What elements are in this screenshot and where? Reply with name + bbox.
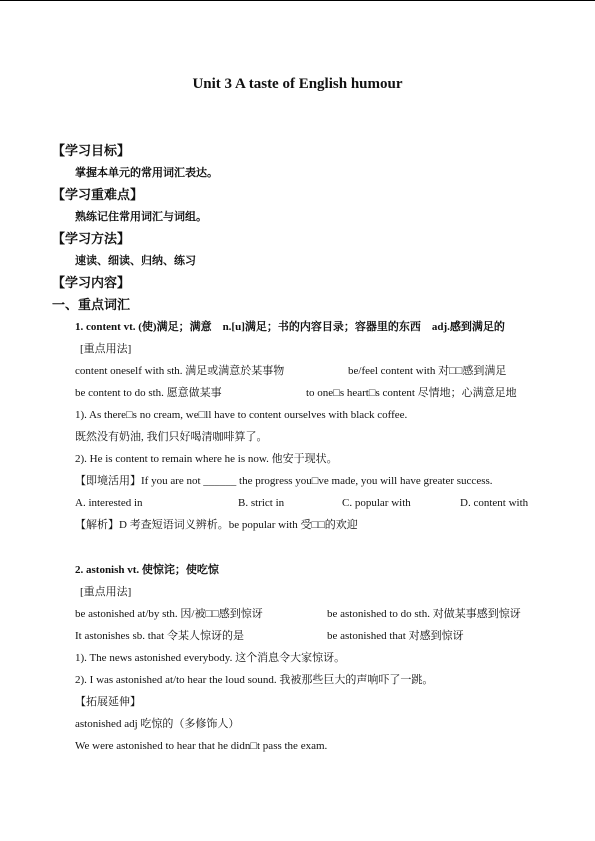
entry2-example-1: 1). The news astonished everybody. 这个消息令大家惊讶。 bbox=[75, 652, 346, 664]
entry2-example-2: 2). I was astonished at/to hear the loud sound. 我被那些巨大的声响吓了一跳。 bbox=[75, 674, 434, 686]
option-d: D. content with bbox=[460, 497, 529, 509]
option-b: B. strict in bbox=[238, 497, 285, 509]
methods-text: 速读、细读、归纳、练习 bbox=[75, 255, 196, 267]
entry1-example-1-cn: 既然没有奶油, 我们只好喝清咖啡算了。 bbox=[75, 431, 268, 443]
entry2-extension: 【拓展延伸】 bbox=[75, 696, 141, 708]
key-points-heading: 【学习重难点】 bbox=[52, 187, 144, 202]
entry1-practice: 【即境活用】If you are not ______ the progress you□ve made, you will have greater success. bbox=[75, 475, 493, 487]
entry1-example-2: 2). He is content to remain where he is now. 他安于现状。 bbox=[75, 453, 338, 465]
entry1-heading: 1. content vt. (使)满足；满意 n.[u]满足；书的内容目录；容器里的东西 adj.感到满足的 bbox=[75, 321, 505, 333]
option-c: C. popular with bbox=[342, 497, 411, 509]
entry2-heading: 2. astonish vt. 使惊诧；使吃惊 bbox=[75, 564, 219, 576]
entry1-phrase-1b: be/feel content with 对□□感到满足 bbox=[348, 365, 507, 377]
entry1-example-1: 1). As there□s no cream, we□ll have to content ourselves with black coffee. bbox=[75, 409, 408, 421]
entry2-phrase-2b: be astonished that 对感到惊讶 bbox=[327, 630, 464, 642]
goals-text: 掌握本单元的常用词汇表达。 bbox=[75, 167, 218, 179]
entry1-phrase-1a: content oneself with sth. 满足或满意於某事物 bbox=[75, 365, 285, 377]
entry1-usage-label: [重点用法] bbox=[80, 343, 132, 355]
content-heading: 【学习内容】 bbox=[52, 275, 131, 290]
entry1-phrase-2b: to one□s heart□s content 尽情地；心满意足地 bbox=[306, 387, 517, 399]
top-rule bbox=[0, 0, 595, 1]
entry2-phrase-1b: be astonished to do sth. 对做某事感到惊讶 bbox=[327, 608, 521, 620]
page-title: Unit 3 A taste of English humour bbox=[192, 76, 403, 92]
key-points-text: 熟练记住常用词汇与词组。 bbox=[75, 211, 207, 223]
entry2-adjective-example: We were astonished to hear that he didn□t pass the exam. bbox=[75, 740, 328, 752]
goals-heading: 【学习目标】 bbox=[52, 143, 131, 158]
entry2-phrase-2a: It astonishes sb. that 令某人惊讶的是 bbox=[75, 630, 244, 642]
entry1-analysis: 【解析】D 考查短语词义辨析。be popular with 受□□的欢迎 bbox=[75, 519, 358, 531]
option-a: A. interested in bbox=[75, 497, 143, 509]
entry2-phrase-1a: be astonished at/by sth. 因/被□□感到惊讶 bbox=[75, 608, 263, 620]
methods-heading: 【学习方法】 bbox=[52, 231, 131, 246]
entry1-phrase-2a: be content to do sth. 愿意做某事 bbox=[75, 387, 222, 399]
entry2-usage-label: [重点用法] bbox=[80, 586, 132, 598]
section-heading: 一、重点词汇 bbox=[52, 297, 131, 312]
entry2-adjective: astonished adj 吃惊的（多修饰人） bbox=[75, 718, 240, 730]
